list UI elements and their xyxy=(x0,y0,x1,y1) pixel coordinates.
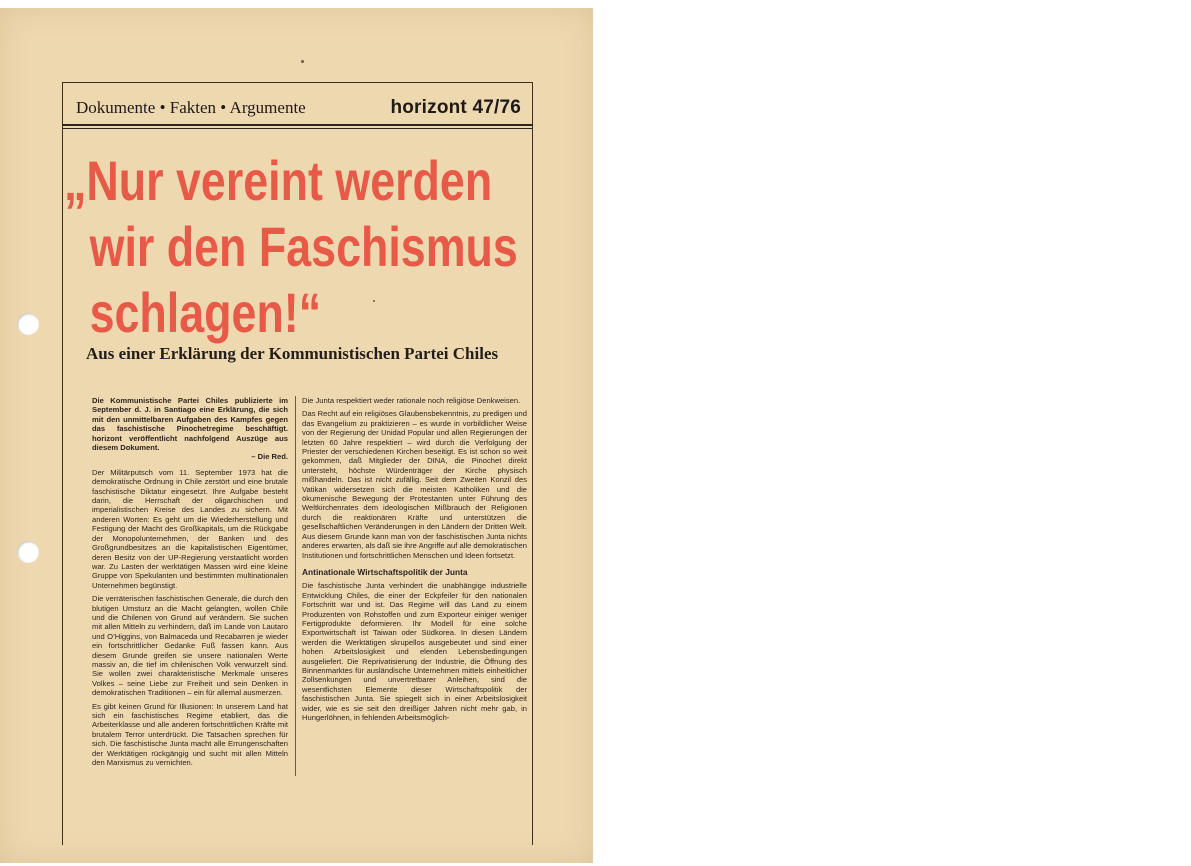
masthead xyxy=(76,94,521,122)
subheadline: Aus einer Erklärung der Kommunistischen Partei Chiles xyxy=(86,344,499,363)
headline-line-1: „Nur vereint werden xyxy=(64,149,493,212)
body-paragraph: Die verräterischen faschistischen Generale, die durch den blutigen Umsturz an die Macht gelangten, wollen Chile und die Chilenen von Grund auf verändern. Sie suchen mit allen Mitteln zu verhindern, daß im Lande von Lautaro und O’Higgins, von Balmaceda und Recabarren je wieder ein fortschrittlicher Gedanke Fuß fassen kann. Aus diesem Grunde greifen sie unsere nationalen Werte massiv an, die tief im chilenischen Volk verwurzelt sind. Sie wollen zwei charakteristische Merkmale unseres Volkes – seine Liebe zur Freiheit und sein Denken in demokratischen Traditionen – ein für allemal ausmerzen. xyxy=(92,594,288,698)
column-divider xyxy=(295,396,296,776)
left-column xyxy=(92,396,288,771)
headline xyxy=(64,148,528,346)
lead-paragraph xyxy=(92,396,288,462)
lead-text: Die Kommunistische Partei Chiles publizierte im September d. J. in Santiago eine Erklärung, die sich mit den unmittelbaren Aufgaben des Kampfes gegen das faschistische Pinochetregime beschäftigt. horizont veröffentlicht nachfolgend Auszüge aus diesem Dokument. xyxy=(92,396,288,453)
body-paragraph: Die faschistische Junta verhindert die unabhängige industrielle Entwicklung Chiles, die einer der Eckpfeiler für den nationalen Fortschritt war und ist. Das Regime will das Land zu einem Produzenten von Rohstoffen und zum Exporteur einiger weniger Fertigprodukte deformieren. Ihr Modell für eine solche Exportwirtschaft ist Taiwan oder Südkorea. In diesen Ländern werden die Werktätigen skrupellos ausgebeutet und sind einer hohen Arbeitslosigkeit und elenden Lebensbedingungen ausgeliefert. Die Reprivatisierung der Industrie, die Öffnung des Binnenmarktes für ausländische Unternehmen mittels einheitlicher Zollsenkungen und unvertretbarer Anleihen, sind die wesentlichsten Elemente dieser Wirtschaftspolitik der faschistischen Junta. Sie spiegelt sich in einer Arbeitslosigkeit wider, wie es sie seit den dreißiger Jahren nicht mehr gab, in Hungerlöhnen, in fehlenden Arbeitsmöglich- xyxy=(302,581,527,722)
body-paragraph: Das Recht auf ein religiöses Glaubensbekenntnis, zu predigen und das Evangelium zu praktizieren – es wurde in vorbildlicher Weise von der Regierung der Unidad Popular und allen Regierungen der letzten 60 Jahre respektiert – wird durch die Verfolgung der Priester der verschiedenen Kirchen beseitigt. Es ist schon so weit gekommen, daß Mitglieder der DINA, die Pinochet direkt untersteht, höchste Würdenträger der Kirche physisch mißhandeln. Das ist nicht zufällig. Seit dem Zweiten Konzil des Vatikan widersetzen sich die meisten Katholiken und die ökumenische Bewegung der Protestanten unter Führung des Weltkirchenrates dem ideologischen Mißbrauch der Religionen durch die reaktionären Kräfte und unterstützen die gesellschaftlichen Veränderungen in den Ländern der Dritten Welt. Aus diesem Grunde kann man von der faschistischen Junta nichts anderes erwarten, als daß sie ihre Angriffe auf alle demokratischen Institutionen und fortschrittlichen Menschen und Ideen fortsetzt. xyxy=(302,409,527,560)
body-paragraph: Die Junta respektiert weder rationale noch religiöse Denkweisen. xyxy=(302,396,521,405)
punch-hole xyxy=(17,541,39,563)
body-paragraph: Der Militärputsch vom 11. September 1973 hat die demokratische Ordnung in Chile zerstört und eine brutale faschistische Diktatur eingesetzt. Ihre Aufgabe besteht darin, die Herrschaft der oligarchischen und imperialistischen Kreise des Landes zu sichern. Mit anderen Worten: Es geht um die Wiederherstellung und Festigung der Macht des Großkapitals, um die Rückgabe der Monopolunternehmen, der Banken und des Großgrundbesitzes an die kapitalistischen Eigentümer, deren Besitz von der UP-Regierung verstaatlicht worden war. Zu Lasten der werktätigen Massen wird eine kleine Gruppe von Spekulanten und bestimmten multinationalen Unternehmen begünstigt. xyxy=(92,467,288,590)
masthead-brand: horizont 47/76 xyxy=(390,97,521,118)
paper-speck xyxy=(301,60,304,63)
masthead-rule-thick xyxy=(62,124,533,126)
editor-signature: – Die Red. xyxy=(251,452,288,462)
section-heading: Antinationale Wirtschaftspolitik der Junta xyxy=(302,566,468,577)
right-column xyxy=(302,396,527,726)
punch-hole xyxy=(17,313,39,335)
headline-line-3: schlagen!“ xyxy=(89,281,322,344)
masthead-tagline: Dokumente • Fakten • Argumente xyxy=(76,98,306,117)
headline-line-2: wir den Faschismus xyxy=(89,215,518,278)
body-paragraph: Es gibt keinen Grund für Illusionen: In unserem Land hat sich ein faschistisches Regime etabliert, das die Arbeiterklasse und alle anderen fortschrittlichen Kräfte mit brutalem Terror unterdrückt. Die Tatsachen sprechen für sich. Die faschistische Junta macht alle Errungenschaften der Werktätigen rückgängig und sucht mit allen Mitteln den Marxismus zu vernichten. xyxy=(92,701,288,768)
masthead-rule-thin xyxy=(62,128,533,129)
